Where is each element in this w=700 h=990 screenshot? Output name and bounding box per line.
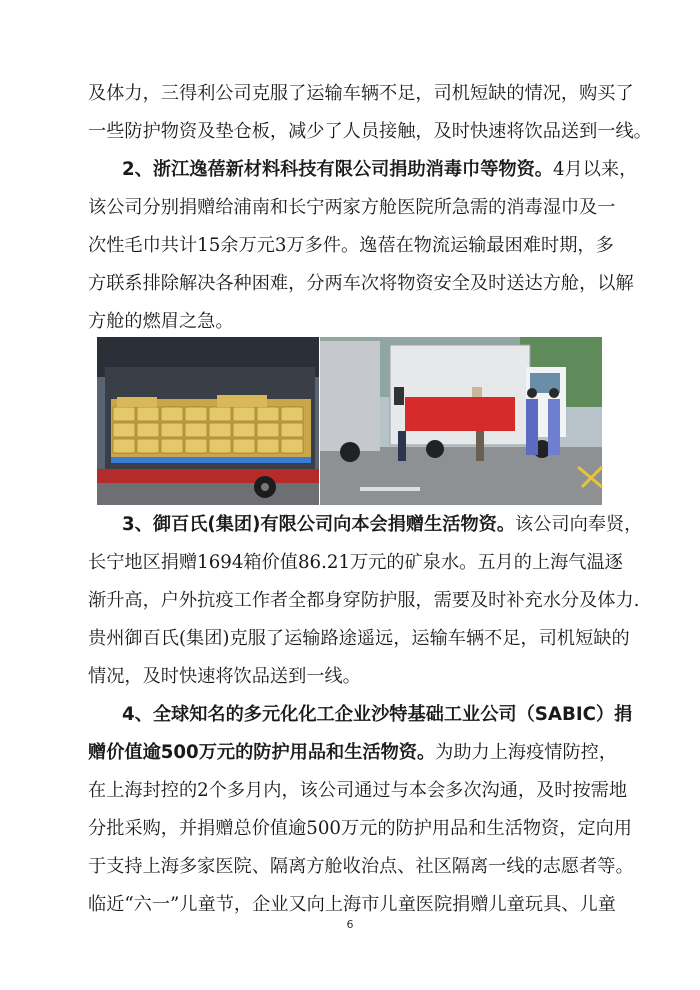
paragraph-heading: 4、全球知名的多元化化工企业沙特基础工业公司（SABIC）捐 (122, 704, 633, 725)
text-line: 一些防护物资及垫仓板，减少了人员接触，及时快速将饮品送到一线。 (88, 121, 652, 142)
paragraph-heading: 3、御百氏(集团)有限公司向本会捐赠生活物资。 (122, 514, 516, 535)
text-fragment: 4月以来， (552, 159, 638, 180)
text-line: 该公司分别捐赠给浦南和长宁两家方舱医院所急需的消毒湿巾及一 (88, 197, 616, 218)
text-line: 贵州御百氏(集团)克服了运输路途遥远，运输车辆不足，司机短缺的 (88, 628, 630, 649)
text-line: 渐升高，户外抗疫工作者全都身穿防护服，需要及时补充水分及体力. (88, 590, 640, 611)
paragraph-heading: 2、浙江逸蓓新材料科技有限公司捐助消毒巾等物资。 (122, 159, 553, 180)
text-line: 临近“六一”儿童节，企业又向上海市儿童医院捐赠儿童玩具、儿童 (88, 894, 616, 915)
text-line: 方舱的燃眉之急。 (88, 311, 234, 332)
photo-truck-cargo (97, 337, 319, 505)
paragraph-heading: 赠价值逾500万元的防护用品和生活物资。 (88, 742, 436, 763)
text-line: 方联系排除解决各种困难，分两车次将物资安全及时送达方舱，以解 (88, 273, 634, 294)
text-line: 及体力，三得利公司克服了运输车辆不足，司机短缺的情况，购买了 (88, 83, 634, 104)
text-line: 于支持上海多家医院、隔离方舱收治点、社区隔离一线的志愿者等。 (88, 856, 634, 877)
paragraph-heading-line (88, 735, 618, 771)
text-line: 分批采购，并捐赠总价值逾500万元的防护用品和生活物资，定向用 (88, 818, 632, 839)
paragraph-heading-line (122, 507, 643, 543)
text-line: 在上海封控的2个多月内，该公司通过与本会多次沟通，及时按需地 (88, 780, 628, 801)
photo-donation-banner (320, 337, 602, 505)
paragraph-heading-line (122, 152, 638, 188)
text-fragment: 该公司向奉贤， (515, 514, 643, 535)
text-fragment: 为助力上海疫情防控， (435, 742, 618, 763)
text-line: 情况，及时快速将饮品送到一线。 (88, 666, 361, 687)
text-line: 长宁地区捐赠1694箱价值86.21万元的矿泉水。五月的上海气温逐 (88, 552, 623, 573)
page-number: 6 (346, 918, 354, 931)
text-line: 次性毛巾共计15余万元3万多件。逸蓓在物流运输最困难时期，多 (88, 235, 614, 256)
